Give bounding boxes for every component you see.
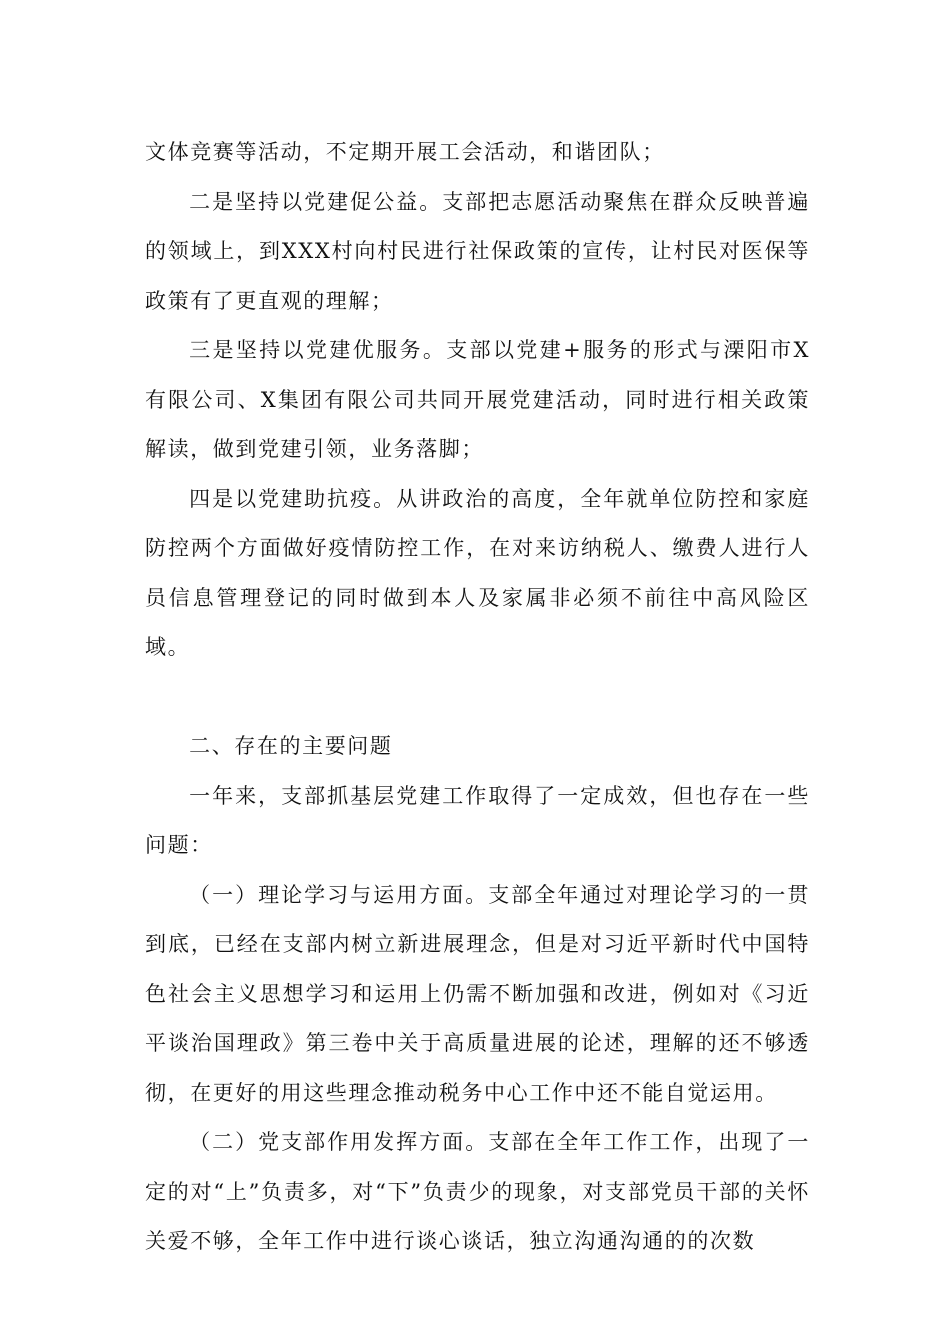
paragraph-branch-role: （二）党支部作用发挥方面。支部在全年工作工作，出现了一定的对“上”负责多，对“下”负责少的现象，对支部党员干部的关怀关爱不够，全年工作中进行谈心谈话，独立沟通沟通的的次数: [145, 1130, 810, 1253]
paragraph-continuation: 文体竞赛等活动，不定期开展工会活动，和谐团队；: [145, 140, 665, 164]
section-heading-problems: 二、存在的主要问题: [189, 734, 393, 758]
paragraph-service: 三是坚持以党建优服务。支部以党建+服务的形式与溧阳市X有限公司、X集团有限公司共同开展党建活动，同时进行相关政策解读，做到党建引领，业务落脚；: [145, 338, 810, 461]
paragraph-public-welfare: 二是坚持以党建促公益。支部把志愿活动聚焦在群众反映普遍的领域上，到XXX村向村民进行社保政策的宣传，让村民对医保等政策有了更直观的理解；: [145, 189, 810, 313]
paragraph-theory-study: （一）理论学习与运用方面。支部全年通过对理论学习的一贯到底，已经在支部内树立新进展理念，但是对习近平新时代中国特色社会主义思想学习和运用上仍需不断加强和改进，例如对《习近平谈治国理政》第三卷中关于高质量进展的论述，理解的还不够透彻，在更好的用这些理念推动税务中心工作中还不能自觉运用。: [145, 882, 810, 1105]
paragraph-epidemic: 四是以党建助抗疫。从讲政治的高度，全年就单位防控和家庭防控两个方面做好疫情防控工作，在对来访纳税人、缴费人进行人员信息管理登记的同时做到本人及家属非必须不前往中高风险区域。: [145, 486, 810, 659]
paragraph-problems-intro: 一年来，支部抓基层党建工作取得了一定成效，但也存在一些问题：: [145, 783, 810, 857]
document-body: [145, 128, 810, 1267]
